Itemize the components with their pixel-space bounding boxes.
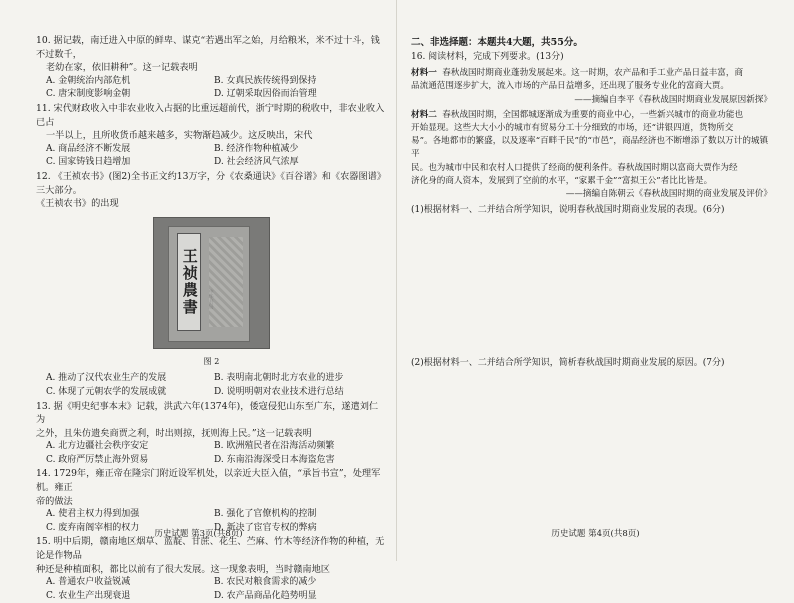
material-2-line: 民。也为城市中民和农村人口提供了经商的便利条件。春秋战国时期以富商大贾作为经 [411,162,738,173]
q10-stem-line: 老幼在家，依旧耕种”。这一记载表明 [46,62,198,74]
question-11 [36,102,387,170]
q11-option-d[interactable]: D. 社会经济风气浓厚 [214,157,299,168]
left-page [0,0,397,601]
question-13 [36,400,387,468]
q10-option-b[interactable]: B. 女真民族传统得到保持 [214,75,317,86]
subquestion-1: (1)根据材料一、二并结合所学知识，说明春秋战国时期商业发展的表现。(6分) [411,205,725,216]
q15-stem-line: 15. 明中后期，赣南地区烟草、蓝靛、甘蔗、花生、苎麻、竹木等经济作物的种植，无论是作物品 [36,536,385,562]
q15-option-c[interactable]: C. 农业生产出现衰退 [46,590,131,601]
cover-pattern [209,237,243,327]
q13-option-a[interactable]: A. 北方边疆社会秩序安定 [46,441,149,452]
material-2 [411,109,772,122]
material-1-label: 材料一 [411,68,437,79]
figure-2 [36,217,387,369]
q13-option-b[interactable]: B. 欧洲殖民者在沿海活动频繁 [214,441,335,452]
q11-option-c[interactable]: C. 国家铸钱日趋增加 [46,157,131,168]
q13-option-c[interactable]: C. 政府严厉禁止海外贸易 [46,454,149,465]
q14-option-a[interactable]: A. 使君主权力得到加强 [46,509,140,520]
q13-stem-line: 13. 据《明史纪事本末》记载，洪武六年(1374年)，倭寇侵犯山东至广东，遂遣刘仁为 [36,400,379,426]
q11-option-a[interactable]: A. 商品经济不断发展 [46,143,131,154]
material-2-line: 开始显现。这些大大小小的城市有贸易分工十分细致的市场，还“讲银四道，货物所交 [411,123,734,134]
q16-title: 16. 阅读材料，完成下列要求。(13分) [411,52,564,62]
material-1-line: 品流通范围逐步扩大，流入市场的产品日益增多，还出现了服务专业化的富商大贾。 [411,81,729,92]
material-2-line: 易”。各地都市的繁盛，以及逐率“百畔千民”的“市邑”，商品经济也不断增添了数以万计的城镇平 [411,136,769,160]
q15-option-d[interactable]: D. 农产品商品化趋势明显 [214,590,317,601]
q14-option-b[interactable]: B. 强化了官僚机构的控制 [214,509,317,520]
book-title: 王祯農書 [177,233,201,331]
q12-option-d[interactable]: D. 说明明朝对农业技术进行总结 [214,386,344,397]
q12-option-c[interactable]: C. 体现了元朝农学的发展成就 [46,386,167,397]
material-1-source: ——摘编自李平《春秋战国时期商业发展原因新探》 [574,94,772,105]
question-10 [36,34,387,102]
q14-stem-line: 帝的做法 [36,495,73,507]
q11-stem-line: 11. 宋代财政收入中非农业收入占据的比重远超前代，浙宁时期的税收中，非农业收入已占 [36,102,385,128]
book-cover [168,226,250,342]
answer-space-1[interactable] [411,217,772,357]
q12-option-b[interactable]: B. 表明南北朝时北方农业的进步 [214,373,344,384]
q10-option-d[interactable]: D. 辽朝采取因俗而治管理 [214,89,317,100]
section-title: 二、非选择题：本题共4大题，共55分。 [411,37,583,48]
q10-option-a[interactable]: A. 金朝统治内部危机 [46,75,131,86]
question-12 [36,170,387,400]
q14-option-d[interactable]: D. 新决了宦官专权的弊病 [214,522,317,533]
q15-stem-line: 种还是种植面积，都比以前有了很大发展。这一现象表明，当时赣南地区 [36,563,330,575]
question-15 [36,535,387,603]
q12-option-a[interactable]: A. 推动了汉代农业生产的发展 [46,373,167,384]
material-1 [411,67,772,80]
subquestion-2: (2)根据材料一、二并结合所学知识，简析春秋战国时期商业发展的原因。(7分) [411,358,725,369]
question-14 [36,467,387,535]
book-cover-image [153,217,270,349]
q12-stem-line: 12. 《王祯农书》(图2)全书正文约13万字，分《农桑通诀》《百谷谱》和《农器图谱》三大部分。 [36,170,387,196]
figure-caption: 图 2 [203,356,220,366]
material-2-line: 春秋战国时期，全国都城逐渐成为重要的商业中心，一些新兴城市的商业功能也 [442,109,744,120]
right-page [397,0,794,561]
q14-stem-line: 14. 1729年，雍正帝在隆宗门附近设军机处，以亲近大臣入值，“承旨书宣”，处理军机。雍正 [36,468,381,494]
material-1-line: 春秋战国时期商业蓬勃发展起来。这一时期，农产品和手工业产品日益丰富，商 [442,68,744,79]
page-footer-left: 历史试题 第3页(共8页) [154,529,243,539]
page-footer-right: 历史试题 第4页(共8页) [551,529,640,539]
answer-space-2[interactable] [411,371,772,491]
q13-option-d[interactable]: D. 东南沿海深受日本海盗危害 [214,454,335,465]
material-2-source: ——摘编自陈朝云《春秋战国时期的商业发展及评价》 [565,189,772,200]
q10-option-c[interactable]: C. 唐宋制度影响金朝 [46,89,131,100]
material-2-line: 济化身的商人资本，发展到了空前的水平，“家累千金”“富拟王公”者比比皆是。 [411,175,713,186]
q11-option-b[interactable]: B. 经济作物种植减少 [214,143,299,154]
q15-option-a[interactable]: A. 普通农户收益锐减 [46,577,131,588]
q10-stem-line: 10. 据记载，南迁进入中原的鲜卑、谋克“若遇出军之始，月给粮米，米不过十斗，钱不过数千， [36,35,380,60]
q11-stem-line: 一半以上，且所收货币越来越多，实物渐趋减少。这反映出，宋代 [46,130,313,142]
material-2-label: 材料二 [411,109,437,120]
q14-option-c[interactable]: C. 废弃南阁宰相的权力 [46,522,140,533]
q13-stem-line: 之外，且朱仿遗矣商贾之利，时出则掠，抚则海上民。”这一记载表明 [36,427,312,439]
q12-stem-line: 《王祯农书》的出现 [36,198,119,210]
q15-option-b[interactable]: B. 农民对粮食需求的减少 [214,577,317,588]
